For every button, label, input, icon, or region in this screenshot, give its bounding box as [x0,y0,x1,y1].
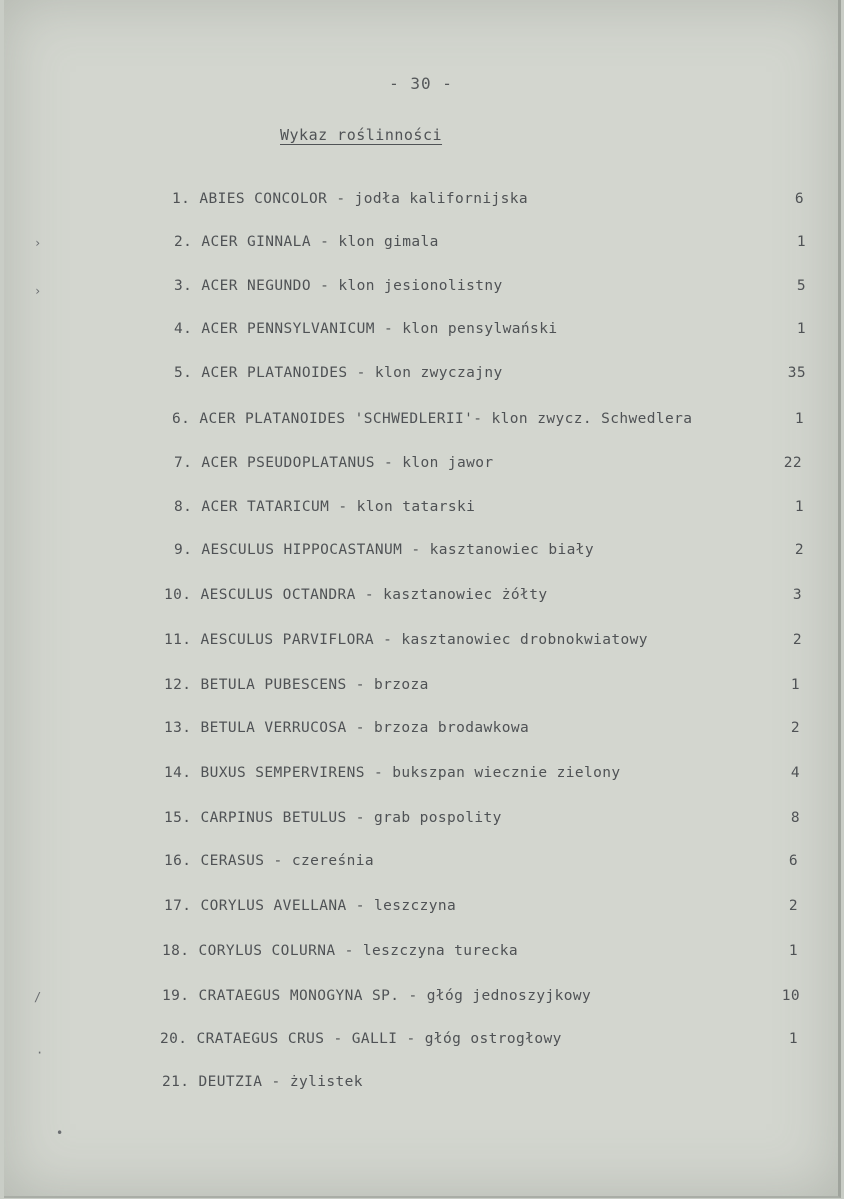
plant-entry: 5. ACER PLATANOIDES - klon zwyczajny [174,365,503,381]
list-item [4,677,838,699]
plant-entry: 17. CORYLUS AVELLANA - leszczyna [164,898,457,914]
plant-entry: 11. AESCULUS PARVIFLORA - kasztanowiec drobnokwiatowy [164,632,648,648]
plant-entry: 7. ACER PSEUDOPLATANUS - klon jawor [174,455,494,471]
list-item [4,411,838,433]
list-item [4,191,838,213]
plant-entry: 6. ACER PLATANOIDES 'SCHWEDLERII'- klon zwycz. Schwedlera [172,411,693,427]
page-number: - 30 - [389,74,453,93]
list-item [4,943,838,965]
list-item [4,234,838,256]
margin-mark: • [56,1126,64,1140]
plant-entry: 8. ACER TATARICUM - klon tatarski [174,499,476,515]
list-item [4,1074,838,1096]
plant-count: 3 [792,587,802,603]
margin-mark: · [36,1046,44,1060]
plant-entry: 9. AESCULUS HIPPOCASTANUM - kasztanowiec biały [174,542,594,558]
list-item [4,853,838,875]
list-item [4,810,838,832]
plant-entry: 2. ACER GINNALA - klon gimala [174,234,439,250]
plant-count: 8 [790,810,800,826]
list-item [4,499,838,521]
plant-entry: 16. CERASUS - czereśnia [164,853,374,869]
plant-entry: 1. ABIES CONCOLOR - jodła kalifornijska [172,191,529,207]
plant-count: 1 [796,321,806,337]
plant-entry: 18. CORYLUS COLURNA - leszczyna turecka [162,943,519,959]
plant-entry: 19. CRATAEGUS MONOGYNA SP. - głóg jednoszyjkowy [162,988,592,1004]
plant-entry: 12. BETULA PUBESCENS - brzoza [164,677,429,693]
list-item [4,587,838,609]
plant-count: 2 [790,720,800,736]
plant-count: 6 [788,853,798,869]
list-item [4,720,838,742]
plant-count: 1 [796,234,806,250]
plant-count: 1 [788,943,798,959]
list-item [4,542,838,564]
plant-entry: 3. ACER NEGUNDO - klon jesionolistny [174,278,503,294]
list-item [4,278,838,300]
plant-count: 2 [792,632,802,648]
list-item [4,321,838,343]
document-title: Wykaz roślinności [280,126,443,144]
plant-count: 5 [796,278,806,294]
plant-entry: 10. AESCULUS OCTANDRA - kasztanowiec żółty [164,587,548,603]
list-item [4,988,838,1010]
margin-mark: › [34,284,42,298]
plant-entry: 13. BETULA VERRUCOSA - brzoza brodawkowa [164,720,530,736]
list-item [4,632,838,654]
plant-entry: 15. CARPINUS BETULUS - grab pospolity [164,810,502,826]
plant-count: 2 [788,898,798,914]
list-item [4,1031,838,1053]
list-item [4,765,838,787]
plant-count: 35 [787,365,806,381]
plant-count: 1 [794,411,804,427]
plant-count: 22 [783,455,802,471]
plant-count: 10 [781,988,800,1004]
margin-mark: / [34,990,42,1004]
plant-count: 4 [790,765,800,781]
plant-entry: 14. BUXUS SEMPERVIRENS - bukszpan wiecznie zielony [164,765,621,781]
list-item [4,455,838,477]
margin-mark: › [34,236,42,250]
list-item [4,365,838,387]
plant-count: 1 [788,1031,798,1047]
plant-entry: 20. CRATAEGUS CRUS - GALLI - głóg ostrogłowy [160,1031,562,1047]
plant-count: 2 [794,542,804,558]
document-page [4,0,841,1198]
plant-count: 6 [794,191,804,207]
plant-entry: 4. ACER PENNSYLVANICUM - klon pensylwański [174,321,558,337]
plant-entry: 21. DEUTZIA - żylistek [162,1074,363,1090]
list-item [4,898,838,920]
plant-count: 1 [794,499,804,515]
plant-count: 1 [790,677,800,693]
